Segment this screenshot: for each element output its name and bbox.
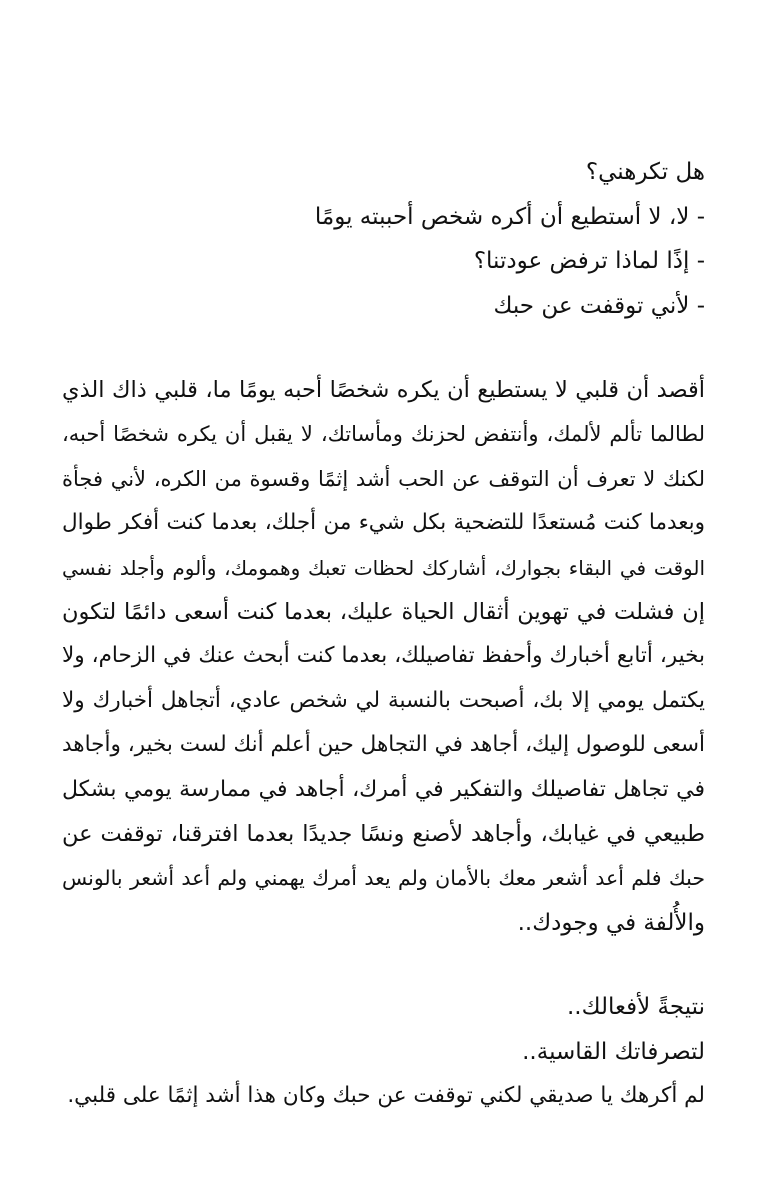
closing-block xyxy=(62,985,705,1119)
paragraph-line: أقصد أن قلبي لا يستطيع أن يكره شخصًا أحبه يومًا ما، قلبي ذاك الذي xyxy=(62,377,705,403)
paragraph-line: وبعدما كنت مُستعدًا للتضحية بكل شيء من أجلك، بعدما كنت أفكر طوال xyxy=(62,510,705,536)
paragraph-line: بخير، أتابع أخبارك وأحفظ تفاصيلك، بعدما كنت أبحث عنك في الزحام، ولا xyxy=(62,643,705,669)
paragraph-line: والأُلفة في وجودك.. xyxy=(517,909,705,936)
dialogue-line: - لأني توقفت عن حبك xyxy=(493,292,705,319)
paragraph-line: لكنك لا تعرف أن التوقف عن الحب أشد إثمًا وقسوة من الكره، لأني فجأة xyxy=(62,466,705,491)
closing-line: نتيجةً لأفعالك.. xyxy=(567,994,705,1021)
body-paragraph xyxy=(62,368,705,945)
paragraph-line: لطالما تألم لألمك، وأنتفض لحزنك ومأساتك، لا يقبل أن يكره شخصًا أحبه، xyxy=(62,422,705,447)
dialogue-line: - لا، لا أستطيع أن أكره شخص أحببته يومًا xyxy=(314,203,705,230)
paragraph-line: حبك فلم أعد أشعر معك بالأمان ولم يعد أمرك يهمني ولم أعد أشعر بالونس xyxy=(62,866,705,891)
paragraph-line: أسعى للوصول إليك، أجاهد في التجاهل حين أعلم أنك لست بخير، وأجاهد xyxy=(62,732,705,758)
dialogue-line: - إذًا لماذا ترفض عودتنا؟ xyxy=(473,248,705,274)
paragraph-line: الوقت في البقاء بجوارك، أشاركك لحظات تعبك وهمومك، وألوم وأجلد نفسي xyxy=(62,555,705,580)
dialogue-block xyxy=(62,150,705,328)
closing-line: لم أكرهك يا صديقي لكني توقفت عن حبك وكان هذا أشد إثمًا على قلبي. xyxy=(67,1083,705,1109)
paragraph-line: طبيعي في غيابك، وأجاهد لأصنع ونسًا جديدًا بعدما افترقنا، توقفت عن xyxy=(62,821,705,848)
paragraph-line: إن فشلت في تهوين أثقال الحياة عليك، بعدما كنت أسعى دائمًا لتكون xyxy=(62,599,705,626)
paragraph-line: في تجاهل تفاصيلك والتفكير في أمرك، أجاهد في ممارسة يومي بشكل xyxy=(62,776,705,802)
closing-line: لتصرفاتك القاسية.. xyxy=(522,1038,705,1065)
dialogue-line: هل تكرهني؟ xyxy=(585,159,705,185)
paragraph-line: يكتمل يومي إلا بك، أصبحت بالنسبة لي شخص عادي، أتجاهل أخبارك ولا xyxy=(62,687,705,713)
